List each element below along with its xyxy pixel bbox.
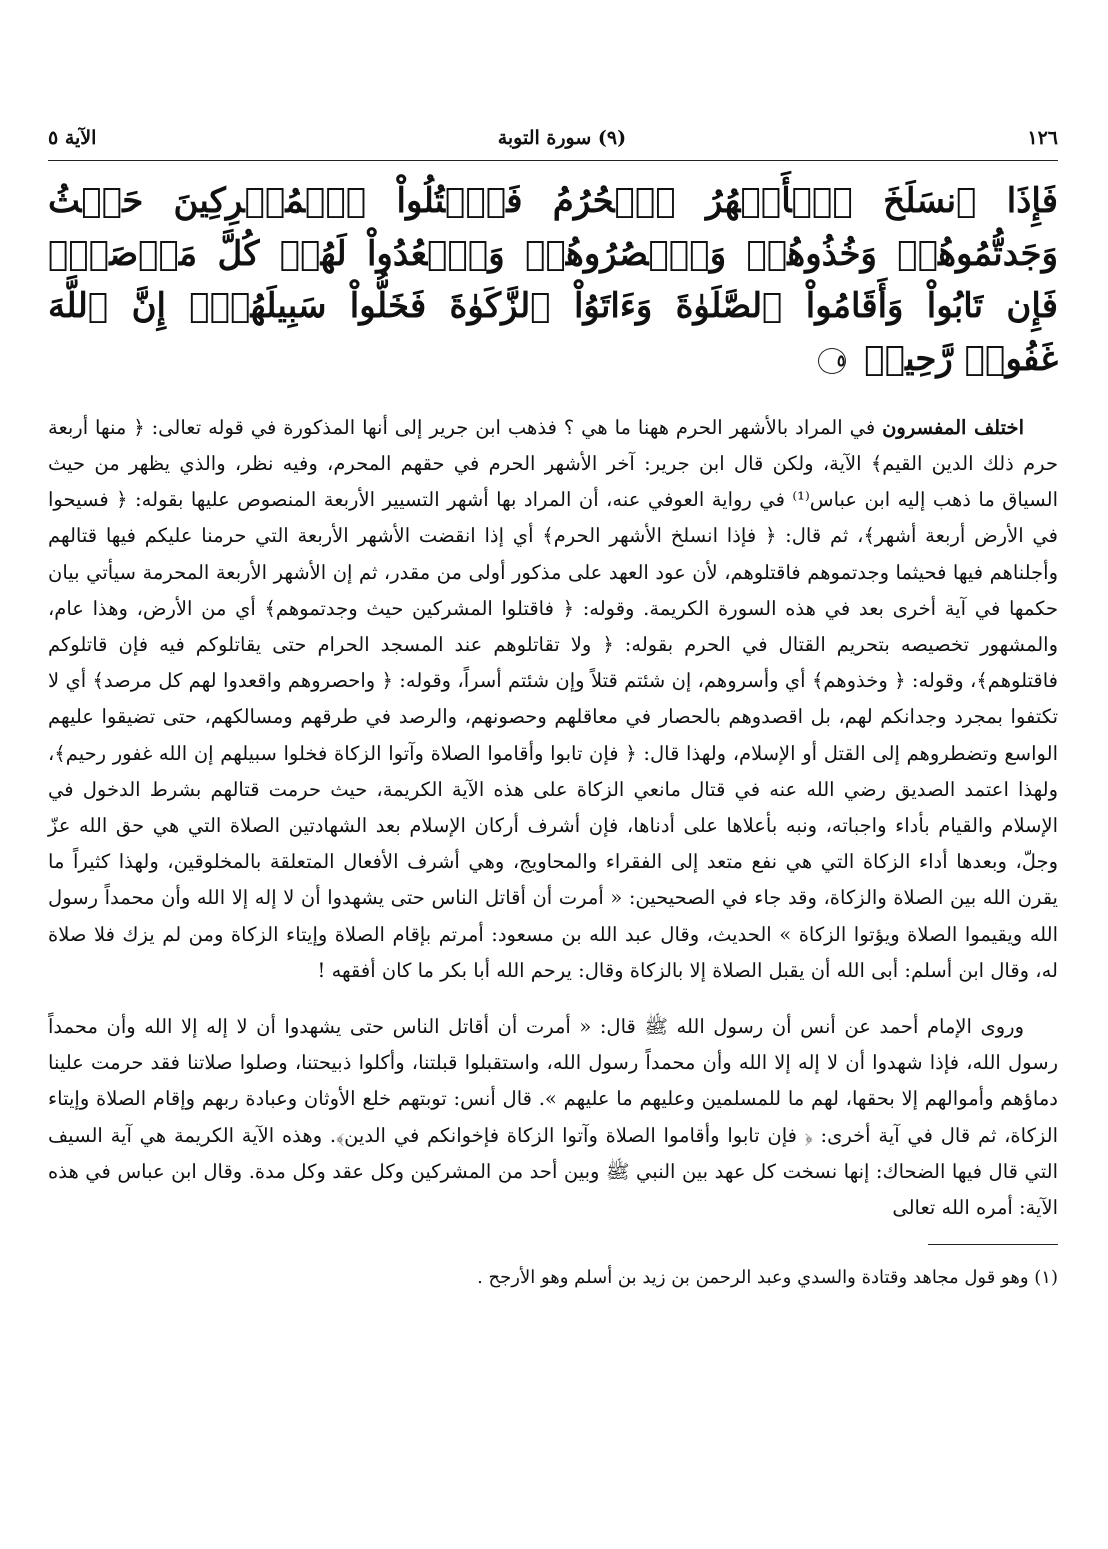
commentary-text	[48, 410, 1058, 1226]
paragraph-lead: اختلف المفسرون	[882, 415, 1024, 439]
page-header	[48, 122, 1058, 161]
paragraph-body: وروى الإمام أحمد عن أنس أن رسول الله ﷺ قال: « أمرت أن أقاتل الناس حتى يشهدوا أن لا إله إلا الله وأن محمداً رسول الله، فإذا شهدوا أن لا إله إلا الله وأن محمداً رسول الله، واستقبلوا قبلتنا، وأكلوا ذبيحتنا، وصلوا صلاتنا فقد حرمت علينا دماؤهم وأموالهم إلا بحقها، لهم ما للمسلمين وعليهم ما عليهم ». قال أنس: توبتهم خلع الأوثان وعبادة ربهم وإقام الصلاة وإيتاء الزكاة، ثم قال في آية أخرى: ﴿ فإن تابوا وأقاموا الصلاة وآتوا الزكاة فإخوانكم في الدين﴾. وهذه الآية الكريمة هي آية السيف التي قال فيها الضحاك: إنها نسخت كل عهد بين النبي ﷺ وبين أحد من المشركين وكل عقد وكل مدة. وقال ابن عباس في هذه الآية: أمره الله تعالى	[48, 1015, 1058, 1220]
verse-text: فَإِذَا ٱنسَلَخَ ٱلۡأَشۡهُرُ ٱلۡحُرُمُ فَٱقۡتُلُواْ ٱلۡمُشۡرِكِينَ حَيۡثُ وَجَدتُّمُوهُمۡ وَخُذُوهُمۡ وَٱحۡصُرُوهُمۡ وَٱقۡعُدُواْ لَهُمۡ كُلَّ مَرۡصَدٖۚ فَإِن تَابُواْ وَأَقَامُواْ ٱلصَّلَوٰةَ وَءَاتَوُاْ ٱلزَّكَوٰةَ فَخَلُّواْ سَبِيلَهُمۡۚ إِنَّ ٱللَّهَ غَفُورٞ رَّحِيمٞ	[48, 181, 1058, 380]
quran-verse	[48, 175, 1058, 386]
footnote: (١) وهو قول مجاهد وقتادة والسدي وعبد الرحمن بن زيد بن أسلم وهو الأرجح .	[477, 1267, 1058, 1289]
footnote-divider	[928, 1244, 1058, 1245]
book-page	[48, 122, 1058, 1293]
page-number: ١٢٦	[1027, 127, 1058, 149]
surah-title: (٩) سورة التوبة	[497, 127, 627, 149]
commentary-paragraph-2	[48, 1009, 1058, 1226]
paragraph-body: في المراد بالأشهر الحرم ههنا ما هي ؟ فذهب ابن جرير إلى أنها المذكورة في قوله تعالى: ﴿ منها أربعة حرم ذلك الدين القيم﴾ الآية، ولكن قال ابن جرير: آخر الأشهر الحرم في حقهم المحرم، وفيه نظر، والذي يظهر من حيث السياق ما ذهب إليه ابن عباس⁽¹⁾ في رواية العوفي عنه، أن المراد بها أشهر التسيير الأربعة المنصوص عليها بقوله: ﴿ فسيحوا في الأرض أربعة أشهر﴾، ثم قال: ﴿ فإذا انسلخ الأشهر الحرم﴾ أي إذا انقضت الأشهر الأربعة التي حرمنا عليكم فيها قتالهم وأجلناهم فيها فحيثما وجدتموهم فاقتلوهم، لأن عود العهد على مذكور أولى من مقدر، ثم إن الأشهر الأربعة المحرمة سيأتي بيان حكمها في آية أخرى بعد في هذه السورة الكريمة. وقوله: ﴿ فاقتلوا المشركين حيث وجدتموهم﴾ أي من الأرض، وهذا عام، والمشهور تخصيصه بتحريم القتال في الحرم بقوله: ﴿ ولا تقاتلوهم عند المسجد الحرام حتى يقاتلوكم فيه فإن قاتلوكم فاقتلوهم﴾، وقوله: ﴿ وخذوهم﴾ أي وأسروهم، إن شئتم قتلاً وإن شئتم أسراً، وقوله: ﴿ واحصروهم واقعدوا لهم كل مرصد﴾ أي لا تكتفوا بمجرد وجدانكم لهم، بل اقصدوهم بالحصار في معاقلهم وحصونهم، والرصد في طرقهم ومسالكهم، حتى تضيقوا عليهم الواسع وتضطروهم إلى القتل أو الإسلام، ولهذا قال: ﴿ فإن تابوا وأقاموا الصلاة وآتوا الزكاة فخلوا سبيلهم إن الله غفور رحيم﴾، ولهذا اعتمد الصديق رضي الله عنه في قتال مانعي الزكاة على هذه الآية الكريمة، حيث حرمت قتالهم بشرط الدخول في الإسلام والقيام بأداء واجباته، ونبه بأعلاها على أدناها، فإن أشرف أركان الإسلام بعد الشهادتين الصلاة التي هي حق الله عزّ وجلّ، وبعدها أداء الزكاة التي هي نفع متعد إلى الفقراء والمحاويج، وهي أشرف الأفعال المتعلقة بالمخلوقين، ولهذا كثيراً ما يقرن الله بين الصلاة والزكاة، وقد جاء في الصحيحين: « أمرت أن أقاتل الناس حتى يشهدوا أن لا إله إلا الله وأن محمداً رسول الله ويقيموا الصلاة ويؤتوا الزكاة » الحديث، وقال عبد الله بن مسعود: أمرتم بإقام الصلاة وإيتاء الزكاة ومن لم يزك فلا صلاة له، وقال ابن أسلم: أبى الله أن يقبل الصلاة إلا بالزكاة وقال: يرحم الله أبا بكر ما كان أفقهه !	[48, 415, 1058, 982]
commentary-paragraph-1	[48, 410, 1058, 989]
verse-number-ornament: ٥	[818, 348, 846, 374]
verse-label: الآية ٥	[48, 127, 97, 149]
